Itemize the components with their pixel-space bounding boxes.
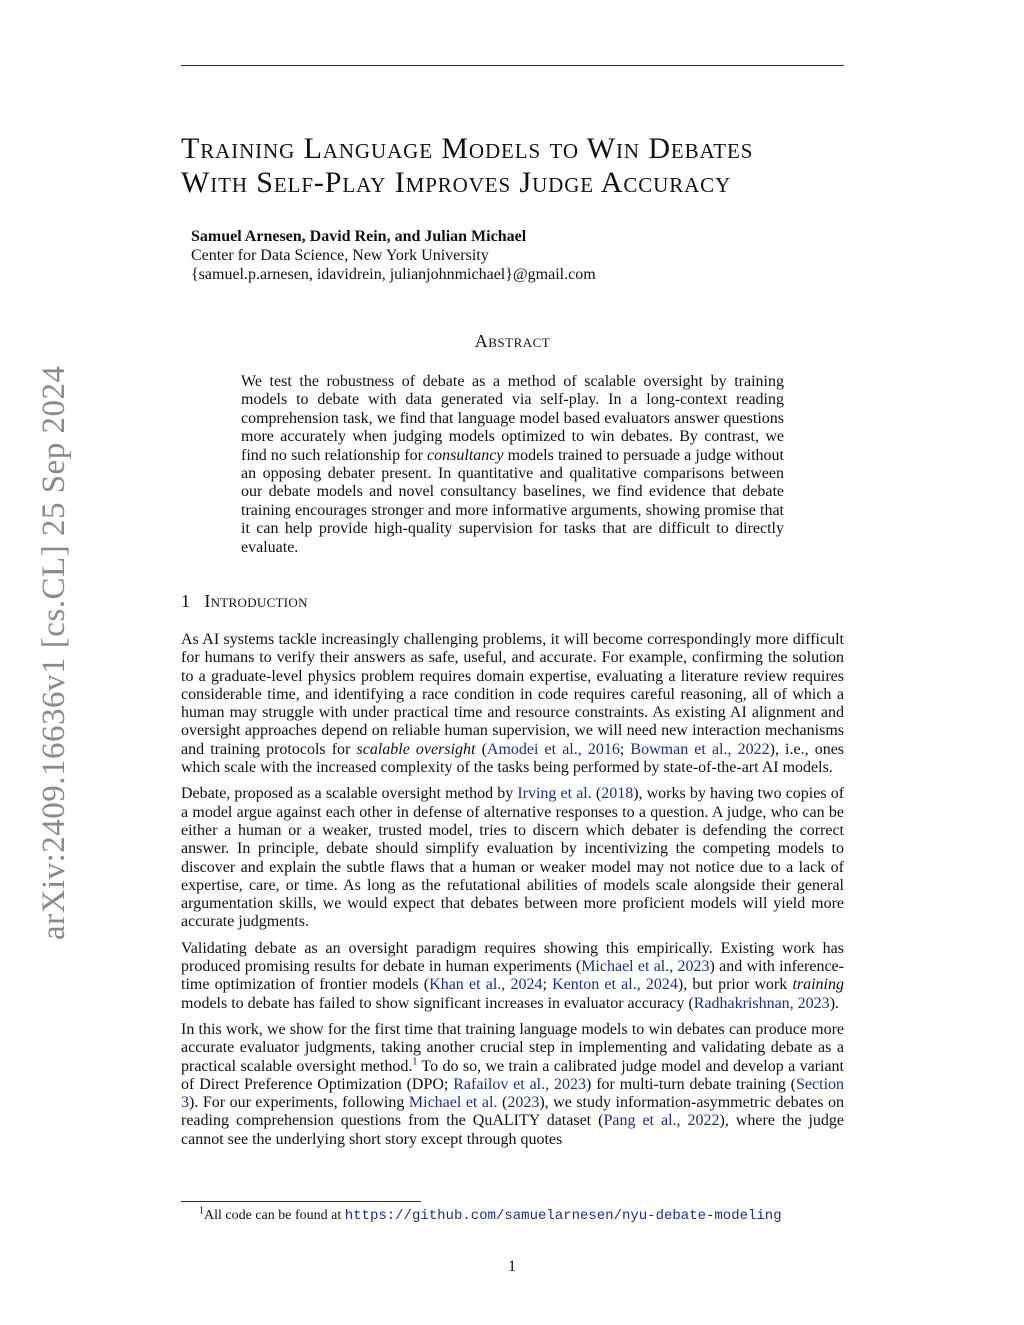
arxiv-side-stamp: arXiv:2409.16636v1 [cs.CL] 25 Sep 2024: [36, 365, 72, 940]
p1-text: ), i.e., ones which scale with the increased complexity of the tasks being performed by state-of-the-art AI models.: [181, 740, 845, 777]
abstract-text-2: models trained to persuade a judge without an opposing debater present. In quantitative and qualitative comparisons between our debate models and novel consultancy baselines, we find evidence that debate training encourages stronger and more informative arguments, showing promise that it can help provide high-quality supervision for tasks that are difficult to directly evaluate.: [241, 446, 785, 556]
section-title: Introduction: [204, 591, 308, 611]
footnote-marker[interactable]: 1: [412, 1056, 418, 1068]
p3-text: Validating debate as an oversight paradigm requires showing this empirically. Existing work has produced promising results for debate in human experiments (: [181, 939, 844, 976]
p3-text: ), but prior work: [677, 976, 793, 994]
citation-link[interactable]: Michael et al., 2023: [581, 958, 710, 976]
p1-emphasis: scalable oversight: [356, 740, 476, 758]
citation-link[interactable]: Rafailov et al., 2023: [453, 1075, 586, 1093]
citation-link[interactable]: Khan et al., 2024: [429, 976, 543, 994]
citation-link[interactable]: 2018: [601, 785, 634, 803]
citation-link[interactable]: Amodei et al., 2016: [486, 740, 620, 758]
citation-link[interactable]: Kenton et al., 2024: [552, 976, 678, 994]
citation-link[interactable]: Bowman et al., 2022: [630, 740, 770, 758]
footnote-rule: [181, 1201, 421, 1202]
p1-text: ;: [619, 740, 631, 758]
p3-text: ).: [829, 994, 840, 1012]
author-affiliation: Center for Data Science, New York University: [191, 247, 489, 264]
paragraph-1: [181, 631, 844, 777]
code-url-link[interactable]: https://github.com/samuelarnesen/nyu-debate-modeling: [344, 1208, 782, 1224]
section-number: 1: [181, 591, 191, 611]
p4-text: ), where the judge cannot see the underlying short story except through quotes: [181, 1112, 845, 1148]
citation-link[interactable]: Michael et al.: [408, 1094, 498, 1112]
section-link[interactable]: Section 3: [181, 1075, 845, 1112]
citation-link[interactable]: Pang et al., 2022: [603, 1112, 720, 1130]
abstract-text: [241, 373, 784, 557]
p3-text: ;: [542, 976, 553, 994]
paragraph-2: [181, 785, 844, 931]
section-body: [181, 631, 844, 1157]
p2-text: ), works by having two copies of a model argue against each other in defense of alternative responses to a question. A judge, who can be either a human or a weaker, trusted model, tries to discern which debater is defending the correct answer. In principle, debate should simplify evaluation by incentivizing the competing models to discover and explain the subtle flaws that a human or weaker model may not notice due to a lack of expertise, care, or time. As long as the refutational abilities of models scale alongside their general argumentation skills, we would expect that debates between more proficient models will yield more accurate judgments.: [181, 785, 845, 931]
title-line-2: With Self-Play Improves Judge Accuracy: [181, 166, 732, 199]
paper-title: [181, 132, 861, 200]
author-block: [191, 227, 596, 284]
abstract-emphasis: consultancy: [427, 446, 504, 464]
p2-text: (: [591, 785, 602, 803]
author-names: Samuel Arnesen, David Rein, and Julian Michael: [191, 228, 527, 245]
p3-emphasis: training: [792, 976, 844, 994]
footnote: [199, 1207, 782, 1225]
p3-text: ) and with inference-time optimization of frontier models (: [181, 958, 844, 994]
footnote-number: 1: [199, 1205, 204, 1217]
abstract-text-1: We test the robustness of debate as a method of scalable oversight by training models to debate with data generated via self-play. In a long-context reading comprehension task, we find that language model based evaluators answer questions more accurately when judging models optimized to win debates. By contrast, we find no such relationship for: [241, 373, 784, 464]
p1-text: As AI systems tackle increasingly challenging problems, it will become correspondingly more difficult for humans to verify their answers as safe, useful, and accurate. For example, confirming the solution to a graduate-level physics problem requires domain expertise, evaluating a literature review requires considerable time, and identifying a race condition in code requires careful reasoning, all of which a human may struggle with under practical time and resource constraints. As existing AI alignment and oversight approaches depend on reliable human supervision, we will need new interaction mechanisms and training protocols for: [181, 631, 844, 758]
p4-text: ), we study information-asymmetric debates on reading comprehension questions from the QuALITY dataset (: [181, 1094, 845, 1130]
p4-text: ) for multi-turn debate training (: [586, 1075, 797, 1093]
page-number: 1: [508, 1258, 516, 1275]
abstract-heading: Abstract: [474, 331, 551, 351]
p4-text: In this work, we show for the first time that training language models to win debates can produce more accurate evaluator judgments, taking another crucial step in implementing and validating debate as a practical scalable oversight method.: [181, 1020, 844, 1075]
citation-link[interactable]: 2023: [507, 1094, 540, 1112]
title-line-1: Training Language Models to Win Debates: [181, 132, 754, 165]
author-emails: {samuel.p.arnesen, idavidrein, julianjohnmichael}@gmail.com: [191, 266, 596, 283]
citation-link[interactable]: Irving et al.: [517, 785, 592, 803]
p4-text: (: [497, 1094, 508, 1112]
p4-text: To do so, we train a calibrated judge model and develop a variant of Direct Preference Optimization (DPO;: [181, 1057, 844, 1093]
p1-text: (: [475, 740, 487, 758]
footnote-text: All code can be found at: [204, 1208, 345, 1223]
section-heading: [181, 591, 308, 612]
citation-link[interactable]: Radhakrishnan, 2023: [693, 994, 830, 1012]
header-rule: [181, 65, 844, 66]
paragraph-4: [181, 1021, 844, 1149]
p3-text: models to debate has failed to show significant increases in evaluator accuracy (: [181, 994, 694, 1012]
paragraph-3: [181, 940, 844, 1013]
p2-text: Debate, proposed as a scalable oversight method by: [181, 785, 518, 803]
p4-text: ). For our experiments, following: [189, 1094, 409, 1112]
